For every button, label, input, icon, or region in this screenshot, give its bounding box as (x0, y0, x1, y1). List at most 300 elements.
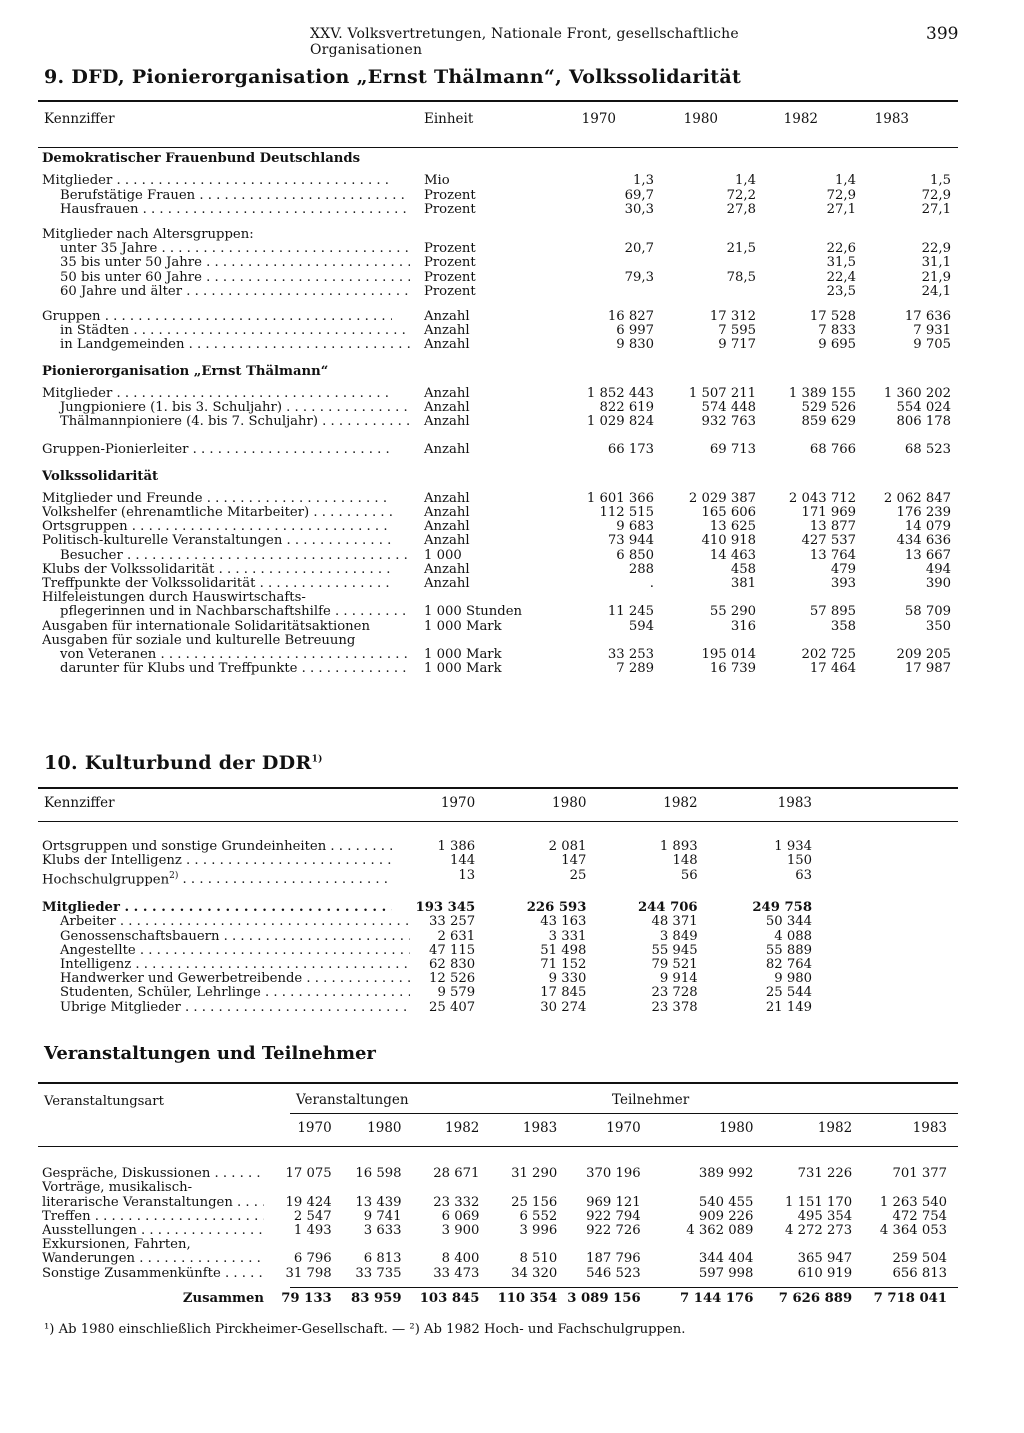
table-row (42, 1181, 957, 1195)
row-label: Zusammen (182, 1291, 264, 1306)
row-label: 50 bis unter 60 Jahre . . . (42, 271, 410, 285)
table-row (42, 986, 842, 1000)
row-value: 47 115 (429, 942, 476, 958)
row-label-cell (42, 869, 410, 888)
row-value: 33 473 (433, 1265, 480, 1281)
row-value (567, 1181, 666, 1195)
row-value: 13 625 (709, 519, 756, 535)
row-label: Hausfrauen . . . (42, 203, 410, 217)
row-label: in Städten . . . (42, 324, 410, 338)
row-value: 701 377 (892, 1166, 947, 1182)
table-row (42, 387, 957, 401)
row-unit (420, 634, 550, 648)
row-value: 9 695 (818, 337, 856, 353)
table-row (42, 203, 957, 217)
row-unit: Anzahl (424, 442, 470, 458)
section10-title-footnote: 1) (311, 754, 323, 765)
row-value: 656 813 (892, 1265, 947, 1281)
events-group-rule (290, 1113, 958, 1114)
row-value: 1 360 202 (883, 385, 951, 401)
section10-header-4: 1983 (777, 795, 812, 811)
row-label: Klubs der Volkssolidarität . . . (42, 563, 392, 577)
table-row (42, 506, 957, 520)
row-value: 27,1 (921, 201, 951, 217)
row-unit: 1 000 Mark (424, 618, 502, 634)
table-row (42, 648, 957, 662)
table-row (42, 577, 957, 591)
row-label-cell (42, 944, 410, 958)
row-label: in Landgemeinden . . . (42, 338, 410, 352)
row-value: 3 900 (441, 1223, 480, 1239)
row-label: Klubs der Intelligenz (42, 854, 182, 869)
row-value: 25 (569, 867, 587, 883)
row-value: 72,9 (826, 187, 856, 203)
row-unit: Prozent (424, 269, 476, 285)
section10-header-1: 1970 (440, 795, 476, 811)
row-value: 6 997 (616, 323, 654, 339)
row-unit: Anzahl (424, 385, 470, 401)
row-value: 73 944 (607, 533, 654, 549)
events-table (42, 1121, 957, 1306)
row-value: 2 043 712 (788, 490, 856, 506)
row-label: Gruppen . . . (42, 310, 392, 324)
row-value: 350 (925, 618, 951, 634)
row-value: 19 424 (285, 1194, 332, 1210)
row-value: 57 895 (809, 604, 856, 620)
row-label-cell (42, 1001, 410, 1015)
row-label-cell (42, 634, 420, 648)
row-label-cell (42, 256, 420, 270)
table-row (42, 1267, 957, 1281)
row-value: 249 758 (752, 900, 812, 916)
row-label-cell (42, 310, 420, 324)
events-year-header: 1970 (297, 1120, 332, 1136)
row-value (667, 1238, 764, 1252)
row-label-cell (42, 387, 420, 401)
row-value: 393 (830, 576, 856, 592)
row-label: Hochschulgruppen (42, 872, 170, 887)
table-row (42, 443, 957, 457)
row-value (270, 1181, 342, 1195)
row-value (550, 228, 662, 242)
row-label-wrap (42, 854, 392, 868)
row-value: 495 354 (797, 1208, 853, 1224)
table-row (42, 620, 957, 634)
events-year-header: 1980 (367, 1120, 402, 1136)
row-label: Volkshelfer (ehrenamtliche Mitarbeiter) . . . (42, 506, 392, 520)
members-row (42, 901, 842, 915)
row-value: 7 931 (913, 323, 951, 339)
row-label-cell (42, 189, 420, 203)
row-value: 1 934 (774, 839, 812, 855)
row-value: 17 528 (809, 309, 856, 325)
row-value: 17 636 (904, 309, 951, 325)
row-label: Hilfeleistungen durch Hauswirtschafts- (42, 591, 306, 606)
row-value: 1 852 443 (586, 385, 654, 401)
section9-group-heading: Demokratischer Frauenbund Deutschlands (42, 151, 361, 167)
row-value: 79 521 (651, 957, 698, 973)
row-value: 1 601 366 (586, 490, 654, 506)
table-row (42, 662, 957, 676)
row-label-cell (42, 1181, 270, 1195)
row-value: 3 089 156 (567, 1290, 641, 1306)
row-label-wrap (42, 930, 410, 944)
row-value: 14 079 (904, 519, 951, 535)
row-value: 21,5 (726, 241, 756, 257)
row-value: 21 149 (765, 999, 812, 1015)
row-value: 7 833 (818, 323, 856, 339)
row-value (567, 1238, 666, 1252)
row-value: 2 062 847 (883, 490, 951, 506)
row-value: 259 504 (892, 1251, 947, 1267)
row-label-wrap (42, 944, 410, 958)
row-value: 31,5 (826, 255, 856, 271)
row-label: Ausgaben für soziale und kulturelle Betreuung (42, 633, 356, 648)
row-label: 35 bis unter 50 Jahre . . . (42, 256, 410, 270)
row-label-cell (42, 930, 410, 944)
row-value: 56 (680, 867, 698, 883)
row-value: 1 029 824 (586, 414, 654, 430)
row-value: 226 593 (526, 900, 587, 916)
row-label-cell (42, 1210, 270, 1224)
row-label-cell (42, 958, 410, 972)
row-value: 479 (830, 561, 856, 577)
row-value (662, 228, 764, 242)
section10-header-0: Kennziffer (44, 795, 115, 811)
row-value: . (649, 576, 654, 592)
row-label-cell (42, 1224, 270, 1238)
row-value: 434 636 (896, 533, 951, 549)
table-row (42, 310, 957, 324)
row-value (662, 591, 764, 605)
row-value: 597 998 (698, 1265, 754, 1281)
row-label-cell (42, 443, 420, 457)
row-label-cell (42, 549, 420, 563)
row-unit: Prozent (424, 283, 476, 299)
events-kind-header: Veranstaltungsart (44, 1094, 164, 1109)
row-label-cell (42, 986, 410, 1000)
row-value: 72,9 (921, 187, 951, 203)
events-title: Veranstaltungen und Teilnehmer (44, 1043, 376, 1064)
row-label-wrap (42, 840, 392, 854)
row-value (342, 1181, 412, 1195)
row-value: 24,1 (921, 283, 951, 299)
row-label-cell (42, 620, 420, 634)
row-value: 176 239 (896, 505, 951, 521)
row-value: 13 877 (809, 519, 856, 535)
row-label-cell (42, 338, 420, 352)
row-label-cell (42, 972, 410, 986)
events-year-header: 1982 (817, 1120, 853, 1136)
row-value: 7 718 041 (873, 1290, 947, 1306)
row-value: 806 178 (896, 414, 951, 430)
events-group-events: Veranstaltungen (296, 1092, 409, 1108)
row-label: Gruppen-Pionierleiter . . . (42, 443, 392, 457)
row-value: 25 156 (511, 1194, 558, 1210)
table-row (42, 256, 957, 270)
row-value: 13 764 (809, 547, 856, 563)
section10-header-3: 1982 (663, 795, 698, 811)
section9-header-2: 1970 (581, 111, 616, 127)
section9-header-3: 1980 (683, 111, 718, 127)
row-label: Intelligenz (60, 958, 132, 973)
row-value: 381 (730, 576, 756, 592)
events-year-header: 1970 (606, 1120, 641, 1136)
row-label: Treffen . . . (42, 1210, 264, 1224)
row-label-cell (42, 228, 420, 242)
row-value: 494 (925, 561, 951, 577)
row-unit: 1 000 Mark (424, 647, 502, 663)
row-value: 9 683 (616, 519, 654, 535)
row-value (550, 634, 662, 648)
section9-title: 9. DFD, Pionierorganisation „Ernst Thälmann“, Volkssolidarität (44, 66, 742, 88)
row-value (862, 1238, 957, 1252)
row-value: 4 362 089 (686, 1223, 754, 1239)
row-label: Mitglieder nach Altersgruppen: (42, 228, 254, 243)
row-value: 112 515 (599, 505, 654, 521)
row-label-cell (42, 174, 420, 188)
row-value: 1 386 (437, 839, 476, 855)
row-value: 33 253 (607, 647, 654, 663)
row-unit: Prozent (424, 255, 476, 271)
table-row (42, 1001, 842, 1015)
row-value: 187 796 (586, 1251, 641, 1267)
row-value: 83 959 (351, 1290, 402, 1306)
row-value: 1,3 (633, 173, 654, 189)
row-value: 3 633 (363, 1223, 402, 1239)
row-unit: Anzahl (424, 519, 470, 535)
row-label-footnote: 2) (169, 870, 179, 881)
row-value: 27,8 (726, 201, 756, 217)
row-value: 8 400 (441, 1251, 480, 1267)
row-value: 574 448 (701, 400, 756, 416)
section9-table (42, 112, 957, 677)
row-label-cell (42, 901, 410, 915)
table-row (42, 242, 957, 256)
table-row (42, 492, 957, 506)
row-value: 50 344 (765, 914, 812, 930)
row-label-cell (42, 324, 420, 338)
row-unit: Prozent (424, 201, 476, 217)
section10-top-rule (38, 787, 958, 789)
row-label: Ausstellungen . . . (42, 1224, 264, 1238)
table-row (42, 520, 957, 534)
row-label: Jungpioniere (1. bis 3. Schuljahr) . . . (42, 401, 410, 415)
row-label-wrap (42, 972, 410, 986)
row-value: 33 735 (355, 1265, 402, 1281)
table-row (42, 1167, 957, 1181)
row-label-cell (42, 662, 420, 676)
row-label: Ortsgruppen und sonstige Grundeinheiten (42, 840, 327, 855)
row-value: 17 312 (709, 309, 756, 325)
row-value: 2 029 387 (688, 490, 756, 506)
section9-group-heading: Pionierorganisation „Ernst Thälmann“ (42, 363, 329, 379)
row-value: 244 706 (637, 900, 698, 916)
row-value (342, 1238, 412, 1252)
row-value: 12 526 (429, 971, 476, 987)
row-value: 6 813 (363, 1251, 402, 1267)
table-row (42, 549, 957, 563)
row-value: 66 173 (607, 442, 654, 458)
table-row (42, 972, 842, 986)
row-value: 69,7 (624, 187, 654, 203)
section10-title (44, 752, 323, 774)
table-row (42, 869, 842, 888)
row-label-wrap (42, 1001, 410, 1015)
table-row (42, 228, 957, 242)
row-unit: Anzahl (424, 323, 470, 339)
table-row (42, 1210, 957, 1224)
row-label-cell (42, 285, 420, 299)
row-label: von Veteranen . . . (42, 648, 410, 662)
row-label-cell (42, 577, 420, 591)
row-value: 17 845 (540, 985, 587, 1001)
row-value: 610 919 (797, 1265, 853, 1281)
section10-table (42, 796, 842, 1015)
table-row (42, 563, 957, 577)
row-unit: Prozent (424, 187, 476, 203)
row-value (489, 1181, 567, 1195)
row-value: 25 544 (765, 985, 812, 1001)
section9-header-1: Einheit (424, 111, 474, 127)
row-label-wrap (42, 915, 410, 929)
section9-header-0: Kennziffer (44, 111, 115, 127)
row-value: 71 152 (540, 957, 587, 973)
row-value: 365 947 (797, 1251, 853, 1267)
table-row (42, 401, 957, 415)
row-value: 2 081 (548, 839, 587, 855)
row-value (550, 285, 662, 299)
row-value: 1,5 (930, 173, 951, 189)
row-value (662, 634, 764, 648)
row-label: Wanderungen . . . (42, 1252, 264, 1266)
table-row (42, 634, 957, 648)
row-label-cell (42, 563, 420, 577)
row-unit: Anzahl (424, 505, 470, 521)
row-value: 6 796 (293, 1251, 332, 1267)
row-value: 30,3 (624, 201, 654, 217)
row-value: 16 827 (607, 309, 654, 325)
row-label: Übrige Mitglieder (60, 1000, 181, 1015)
row-unit: Anzahl (424, 400, 470, 416)
row-value: 922 794 (586, 1208, 641, 1224)
row-value: 427 537 (801, 533, 856, 549)
row-unit: Anzahl (424, 414, 470, 430)
row-value (550, 591, 662, 605)
footnote: ¹) Ab 1980 einschließlich Pirckheimer-Gesellschaft. — ²) Ab 1982 Hoch- und Fachschulgruppen. (44, 1322, 686, 1337)
running-head: XXV. Volksvertretungen, Nationale Front, gesellschaftliche Organisationen (310, 26, 739, 58)
row-unit: Prozent (424, 241, 476, 257)
row-value: 31 290 (511, 1166, 558, 1182)
row-value: 9 705 (913, 337, 951, 353)
row-label-cell (42, 1267, 270, 1281)
events-top-rule (38, 1082, 958, 1084)
row-value: 31 798 (285, 1265, 332, 1281)
row-label-cell (42, 401, 420, 415)
row-label: Gespräche, Diskussionen . . . (42, 1167, 264, 1181)
row-value: 34 320 (511, 1265, 558, 1281)
row-label: Politisch-kulturelle Veranstaltungen . . . (42, 534, 392, 548)
row-value: 17 464 (809, 661, 856, 677)
table-row (42, 324, 957, 338)
table-row (42, 1196, 957, 1210)
row-unit (420, 591, 550, 605)
row-value (412, 1238, 490, 1252)
row-label: Handwerker und Gewerbetreibende (60, 972, 303, 987)
row-value: 7 144 176 (680, 1290, 754, 1306)
row-value: 1,4 (735, 173, 756, 189)
row-value: 8 510 (519, 1251, 558, 1267)
row-value: 9 579 (437, 985, 476, 1001)
row-label-cell (42, 520, 420, 534)
row-value: 55 945 (651, 942, 698, 958)
row-label-cell (42, 1238, 270, 1252)
row-value: 68 766 (809, 442, 856, 458)
row-value: 55 290 (709, 604, 756, 620)
row-label-cell (42, 1196, 270, 1210)
events-year-header: 1980 (719, 1120, 754, 1136)
section9-header-4: 1982 (783, 111, 818, 127)
row-value: 7 626 889 (778, 1290, 853, 1306)
row-value: 472 754 (892, 1208, 947, 1224)
row-value: 1 507 211 (688, 385, 756, 401)
row-value: 316 (730, 618, 756, 634)
row-value: 13 (458, 867, 476, 883)
row-label: Genossenschaftsbauern (60, 929, 220, 944)
row-label: Thälmannpioniere (4. bis 7. Schuljahr) . . . (42, 415, 410, 429)
row-label-cell (42, 1252, 270, 1266)
row-label: darunter für Klubs und Treffpunkte . . . (42, 662, 410, 676)
row-label: Mitglieder . . . (42, 387, 392, 401)
row-value: 546 523 (586, 1265, 641, 1281)
row-value: 9 980 (774, 971, 812, 987)
row-unit (420, 228, 550, 242)
row-value: 3 331 (548, 928, 587, 944)
table-row (42, 1292, 957, 1306)
row-value: 932 763 (701, 414, 756, 430)
row-value: 3 996 (519, 1223, 558, 1239)
section10-header-2: 1980 (552, 795, 587, 811)
row-label-cell (42, 242, 420, 256)
row-label-cell (42, 271, 420, 285)
section9-header-5: 1983 (874, 111, 909, 127)
row-value: 344 404 (698, 1251, 754, 1267)
row-value: 23 728 (651, 985, 698, 1001)
row-value: 540 455 (698, 1194, 754, 1210)
row-value: 20,7 (624, 241, 654, 257)
row-value: 23 378 (651, 999, 698, 1015)
row-value (662, 285, 764, 299)
row-label-cell (42, 203, 420, 217)
row-label-cell (42, 854, 410, 868)
table-row (42, 338, 957, 352)
row-value: 63 (795, 867, 812, 883)
section9-group-heading: Volkssolidarität (42, 468, 159, 484)
table-row (42, 591, 957, 605)
row-label: Mitglieder . . . (42, 901, 392, 915)
row-value: 21,9 (921, 269, 951, 285)
row-label-cell (42, 506, 420, 520)
row-value (412, 1181, 490, 1195)
row-label: Angestellte (60, 943, 136, 958)
table-row (42, 271, 957, 285)
page-number: 399 (926, 24, 959, 44)
events-year-header: 1983 (912, 1120, 947, 1136)
row-value: 78,5 (726, 269, 756, 285)
row-label: literarische Veranstaltungen . . . (42, 1196, 264, 1210)
row-value: 4 088 (774, 928, 812, 944)
row-value: 909 226 (698, 1208, 754, 1224)
